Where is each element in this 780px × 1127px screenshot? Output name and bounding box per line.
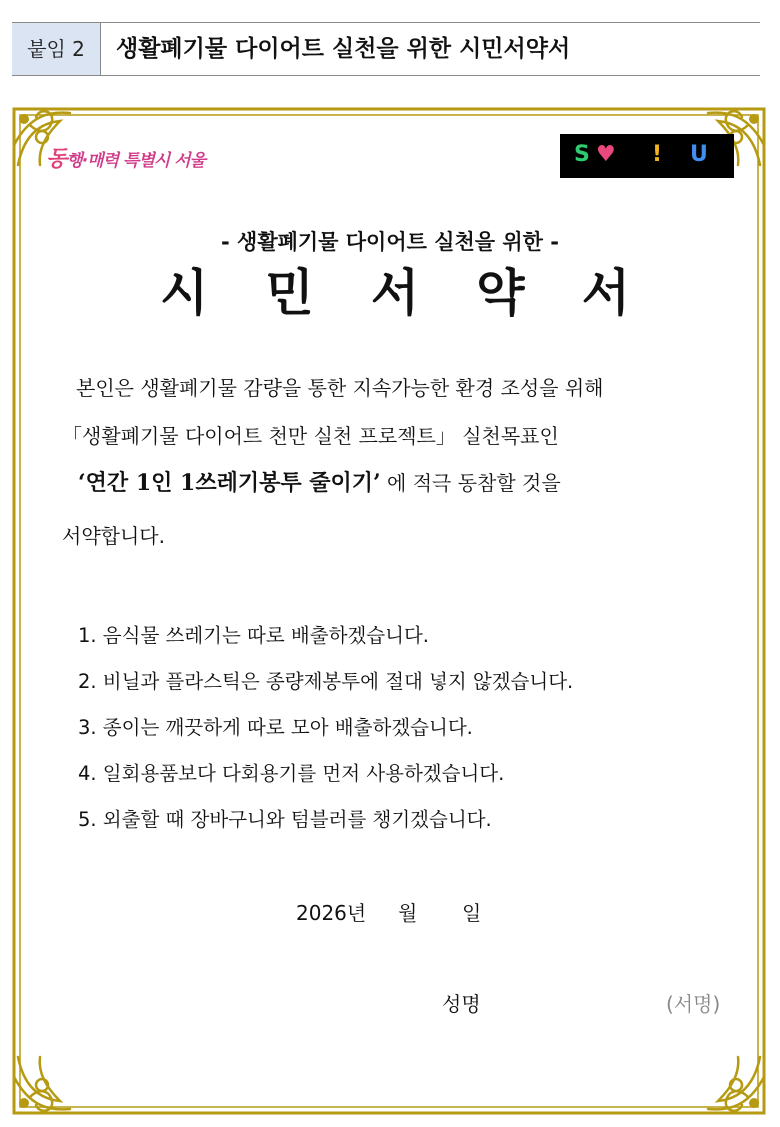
logo-letter-u: U <box>690 142 708 167</box>
pledge-item: 4. 일회용품보다 다회용기를 먼저 사용하겠습니다. <box>78 762 505 785</box>
document-subtitle: - 생활폐기물 다이어트 실천을 위한 - <box>221 230 559 254</box>
seoul-symbol-logo <box>560 134 734 178</box>
pledge-item: 5. 외출할 때 장바구니와 텀블러를 챙기겠습니다. <box>78 808 492 831</box>
brand-first-char: 동 <box>46 147 67 172</box>
pledge-item: 2. 비닐과 플라스틱은 종량제봉투에 절대 넣지 않겠습니다. <box>78 670 574 693</box>
document-title <box>160 254 630 324</box>
goal-text: ‘연간 1인 1쓰레기봉투 줄이기’ <box>78 470 381 496</box>
logo-heart-icon: ♥ <box>596 142 616 167</box>
intro-line-2: 「생활폐기물 다이어트 천만 실천 프로젝트」 실천목표인 <box>62 424 559 448</box>
title-char: 시 <box>160 263 209 322</box>
title-char: 서 <box>370 263 420 322</box>
intro-line-3 <box>78 466 561 497</box>
pledge-item: 3. 종이는 깨끗하게 따로 모아 배출하겠습니다. <box>78 716 473 739</box>
date-year: 2026년 <box>296 901 367 925</box>
attachment-tag: 붙임 2 <box>12 23 101 75</box>
signature-hint: (서명) <box>666 992 721 1016</box>
date-month: 월 <box>398 901 418 925</box>
goal-suffix: 에 적극 동참할 것을 <box>380 471 561 495</box>
date-day: 일 <box>462 901 482 925</box>
pledge-item: 1. 음식물 쓰레기는 따로 배출하겠습니다. <box>78 624 429 647</box>
intro-line-4: 서약합니다. <box>62 524 165 548</box>
brand-text: 행·매력 특별시 서울 <box>66 151 205 171</box>
logo-letter-s: S <box>574 142 590 167</box>
attachment-header <box>12 22 760 76</box>
title-char: 약 <box>476 263 525 322</box>
seoul-brand-logo <box>46 142 205 173</box>
signature-label: 성명 <box>442 992 481 1016</box>
intro-line-1: 본인은 생활폐기물 감량을 통한 지속가능한 환경 조성을 위해 <box>76 376 604 400</box>
logo-exclaim-icon: ! <box>652 142 663 167</box>
title-char: 민 <box>265 263 314 322</box>
title-char: 서 <box>581 263 630 322</box>
attachment-title: 생활폐기물 다이어트 실천을 위한 시민서약서 <box>116 36 571 62</box>
